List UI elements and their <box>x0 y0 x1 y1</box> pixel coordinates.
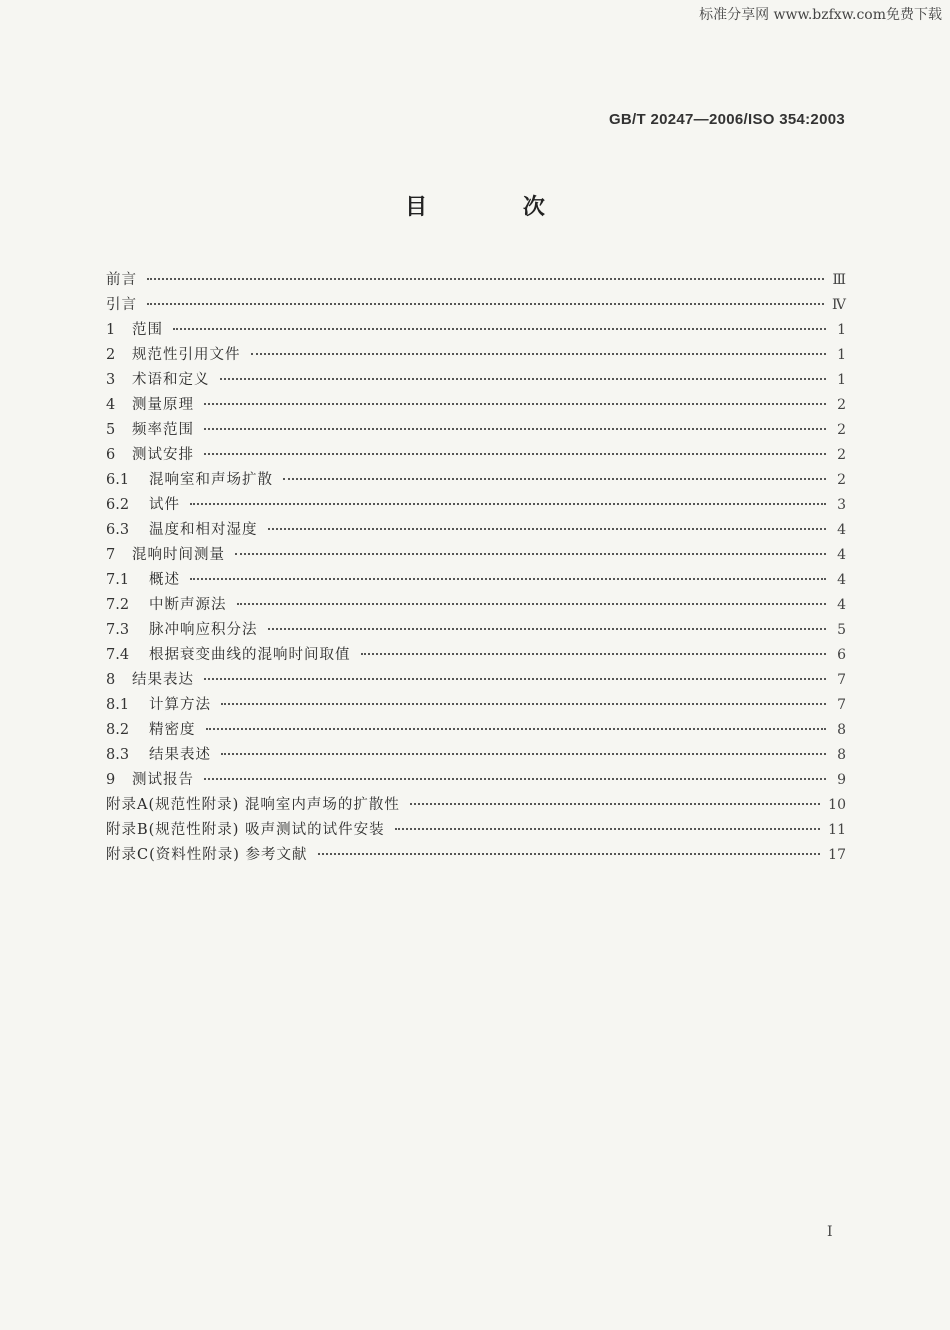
toc-entry[interactable] <box>106 268 846 293</box>
toc-entry-label: 引言 <box>106 297 137 313</box>
toc-entry-number: 8.1 <box>106 697 130 713</box>
toc-entry[interactable] <box>106 818 846 843</box>
toc-entry[interactable] <box>106 543 846 568</box>
dot-leader <box>206 728 827 730</box>
dot-leader <box>268 528 827 530</box>
toc-entry-label: 精密度 <box>149 722 196 738</box>
toc-entry-number: 7.2 <box>106 597 130 613</box>
toc-entry-label: 前言 <box>106 272 137 288</box>
toc-entry[interactable] <box>106 768 846 793</box>
toc-entry[interactable] <box>106 743 846 768</box>
dot-leader <box>221 753 826 755</box>
toc-entry-number: 6.1 <box>106 472 130 488</box>
toc-entry-number: 3 <box>106 372 116 388</box>
toc-entry-label: 温度和相对湿度 <box>149 522 258 538</box>
toc-entry-page: 2 <box>837 397 846 413</box>
toc-entry-number: 8.3 <box>106 747 130 763</box>
watermark-text: 标准分享网 www.bzfxw.com免费下载 <box>699 7 942 23</box>
toc-entry-number: 9 <box>106 772 116 788</box>
toc-entry[interactable] <box>106 393 846 418</box>
toc-entry-page: 2 <box>837 472 846 488</box>
toc-entry-number: 2 <box>106 347 116 363</box>
dot-leader <box>235 553 826 555</box>
toc-entry-label: 范围 <box>132 322 163 338</box>
toc-entry-number: 5 <box>106 422 116 438</box>
table-of-contents <box>106 268 846 868</box>
dot-leader <box>395 828 821 830</box>
toc-entry-page: 9 <box>837 772 846 788</box>
toc-entry-number: 7.4 <box>106 647 130 663</box>
toc-entry-label: 测量原理 <box>132 397 194 413</box>
dot-leader <box>190 503 826 505</box>
toc-entry-number: 7 <box>106 547 116 563</box>
dot-leader <box>147 278 824 280</box>
toc-entry-page: 1 <box>837 322 846 338</box>
dot-leader <box>237 603 827 605</box>
dot-leader <box>318 853 821 855</box>
toc-entry[interactable] <box>106 318 846 343</box>
toc-entry-label: 附录C(资料性附录) 参考文献 <box>106 847 308 863</box>
toc-entry-number: 6 <box>106 447 116 463</box>
dot-leader <box>410 803 820 805</box>
toc-entry-page: 11 <box>828 822 846 838</box>
toc-entry[interactable] <box>106 593 846 618</box>
dot-leader <box>173 328 826 330</box>
toc-entry-number: 7.1 <box>106 572 130 588</box>
dot-leader <box>204 778 826 780</box>
toc-entry-page: 4 <box>837 547 846 563</box>
toc-entry-number: 7.3 <box>106 622 130 638</box>
toc-entry-label: 术语和定义 <box>132 372 210 388</box>
toc-entry[interactable] <box>106 668 846 693</box>
dot-leader <box>204 428 826 430</box>
toc-entry-page: 5 <box>837 622 846 638</box>
page-title: 目 次 <box>405 195 589 220</box>
toc-entry[interactable] <box>106 343 846 368</box>
toc-entry-page: 8 <box>837 722 846 738</box>
toc-entry-page: 10 <box>828 797 846 813</box>
toc-entry[interactable] <box>106 643 846 668</box>
toc-entry[interactable] <box>106 418 846 443</box>
toc-entry-page: 2 <box>837 422 846 438</box>
toc-entry-page: 6 <box>837 647 846 663</box>
toc-entry[interactable] <box>106 843 846 868</box>
toc-entry[interactable] <box>106 718 846 743</box>
dot-leader <box>268 628 827 630</box>
dot-leader <box>204 678 826 680</box>
toc-entry[interactable] <box>106 293 846 318</box>
toc-entry-page: 8 <box>837 747 846 763</box>
toc-entry-label: 中断声源法 <box>149 597 227 613</box>
toc-entry[interactable] <box>106 443 846 468</box>
page-number: I <box>827 1224 833 1240</box>
toc-entry-number: 8 <box>106 672 116 688</box>
toc-entry-number: 4 <box>106 397 116 413</box>
toc-entry-number: 6.2 <box>106 497 130 513</box>
toc-entry-page: 4 <box>837 572 846 588</box>
toc-entry-label: 混响室和声场扩散 <box>149 472 273 488</box>
toc-entry-label: 测试报告 <box>132 772 194 788</box>
toc-entry-label: 试件 <box>149 497 180 513</box>
standard-code: GB/T 20247—2006/ISO 354:2003 <box>608 111 845 128</box>
toc-entry[interactable] <box>106 793 846 818</box>
toc-entry-label: 结果表达 <box>132 672 194 688</box>
toc-entry-label: 混响时间测量 <box>132 547 225 563</box>
toc-entry-label: 根据衰变曲线的混响时间取值 <box>149 647 351 663</box>
toc-entry-number: 6.3 <box>106 522 130 538</box>
toc-entry-page: 4 <box>837 522 846 538</box>
toc-entry-label: 脉冲响应积分法 <box>149 622 258 638</box>
dot-leader <box>204 453 826 455</box>
toc-entry[interactable] <box>106 568 846 593</box>
toc-entry-page: 4 <box>837 597 846 613</box>
toc-entry-page: Ⅳ <box>832 297 846 313</box>
toc-entry-label: 规范性引用文件 <box>132 347 241 363</box>
dot-leader <box>220 378 827 380</box>
toc-entry-label: 附录A(规范性附录) 混响室内声场的扩散性 <box>106 797 400 813</box>
toc-entry-page: 3 <box>837 497 846 513</box>
toc-entry-label: 频率范围 <box>132 422 194 438</box>
toc-entry-page: 17 <box>828 847 846 863</box>
dot-leader <box>361 653 827 655</box>
toc-entry-label: 测试安排 <box>132 447 194 463</box>
toc-entry[interactable] <box>106 618 846 643</box>
toc-entry-label: 计算方法 <box>149 697 211 713</box>
dot-leader <box>283 478 826 480</box>
toc-entry[interactable] <box>106 368 846 393</box>
toc-entry-page: 1 <box>837 372 846 388</box>
toc-entry-label: 附录B(规范性附录) 吸声测试的试件安装 <box>106 822 385 838</box>
toc-entry-page: 2 <box>837 447 846 463</box>
toc-entry-number: 1 <box>106 322 116 338</box>
dot-leader <box>190 578 826 580</box>
toc-entry-label: 结果表述 <box>149 747 211 763</box>
toc-entry[interactable] <box>106 693 846 718</box>
toc-entry[interactable] <box>106 493 846 518</box>
dot-leader <box>221 703 826 705</box>
toc-entry-page: Ⅲ <box>832 272 846 288</box>
dot-leader <box>147 303 824 305</box>
toc-entry-page: 7 <box>837 672 846 688</box>
toc-entry[interactable] <box>106 518 846 543</box>
dot-leader <box>251 353 827 355</box>
toc-entry[interactable] <box>106 468 846 493</box>
toc-entry-label: 概述 <box>149 572 180 588</box>
toc-entry-page: 1 <box>837 347 846 363</box>
toc-entry-number: 8.2 <box>106 722 130 738</box>
toc-entry-page: 7 <box>837 697 846 713</box>
dot-leader <box>204 403 826 405</box>
